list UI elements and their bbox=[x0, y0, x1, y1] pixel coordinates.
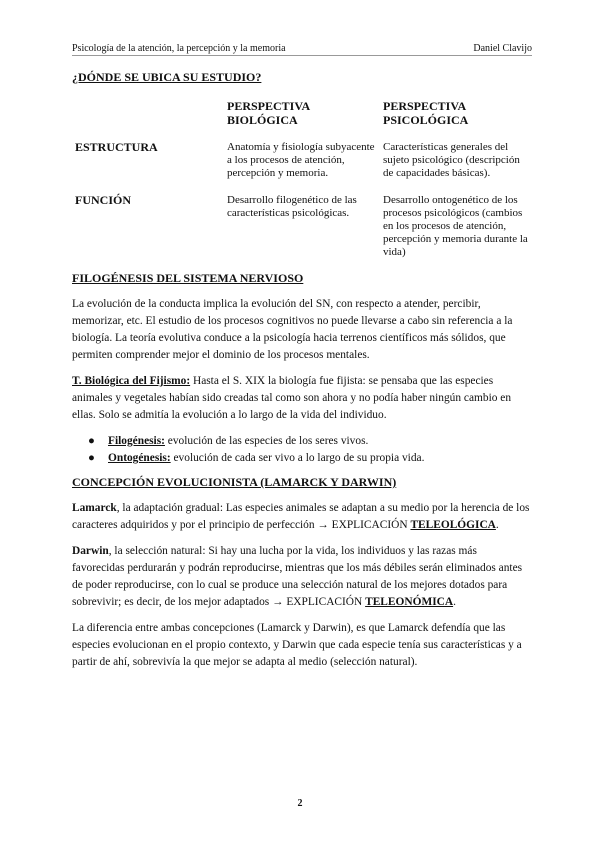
table-cell: Desarrollo filogenético de las características psicológicas. bbox=[227, 194, 357, 219]
table-cell: Características generales del sujeto psicológico (descripción de capacidades básicas). bbox=[383, 141, 520, 179]
row-label-function: FUNCIÓN bbox=[75, 193, 131, 207]
table-header-row bbox=[75, 99, 531, 127]
term-teleonomica: TELEONÓMICA bbox=[365, 596, 454, 608]
table-cell: Anatomía y fisiología subyacente a los procesos de atención, percepción y memoria. bbox=[227, 141, 375, 179]
paragraph-evolucion-conducta: La evolución de la conducta implica la evolución del SN, con respecto a atender, percibir, memorizar, etc. El estudio de los procesos cognitivos no puede llevarse a cabo sin referencia a la biología. La teoría evolutiva conduce a la psicología hacia terrenos científicos más sólidos, que permiten comprender mejor el dominio de los procesos mentales. bbox=[72, 298, 513, 361]
list-item bbox=[72, 450, 532, 467]
page-content bbox=[72, 70, 532, 680]
section-heading-ubica: ¿DÓNDE SE UBICA SU ESTUDIO? bbox=[72, 70, 262, 84]
perspectives-table bbox=[75, 99, 531, 259]
page-header bbox=[72, 36, 532, 54]
row-label-structure: ESTRUCTURA bbox=[75, 140, 158, 154]
column-header-psychological: PERSPECTIVA PSICOLÓGICA bbox=[383, 99, 469, 127]
column-header-biological: PERSPECTIVA BIOLÓGICA bbox=[227, 99, 310, 127]
paragraph-lamarck bbox=[72, 500, 532, 534]
page-number: 2 bbox=[297, 798, 303, 809]
paragraph-diferencia: La diferencia entre ambas concepciones (Lamarck y Darwin), es que Lamarck defendía que las especies evolucionan en el propio contexto, y Darwin que cada especie tenía sus características y a partir de ahí, sobrevivía la que mejor se adapta al medio (selección natural). bbox=[72, 622, 522, 668]
bullet-icon: ● bbox=[88, 435, 95, 447]
term-teleologica: TELEOLÓGICA bbox=[410, 519, 496, 531]
darwin-end: . bbox=[453, 596, 456, 608]
term-ontogenesis: Ontogénesis: bbox=[108, 452, 171, 464]
term-fijismo: T. Biológica del Fijismo: bbox=[72, 375, 191, 387]
bullet-icon: ● bbox=[88, 452, 95, 464]
lamarck-end: . bbox=[495, 519, 499, 531]
section-heading-evolucionista: CONCEPCIÓN EVOLUCIONISTA (LAMARCK Y DARWIN) bbox=[72, 475, 397, 489]
paragraph-fijismo bbox=[72, 373, 532, 424]
term-filogenesis: Filogénesis: bbox=[108, 435, 165, 447]
table-row bbox=[75, 194, 531, 259]
definition-text: evolución de las especies de los seres vivos. bbox=[164, 435, 369, 447]
list-item bbox=[72, 433, 532, 450]
paragraph-darwin bbox=[72, 543, 532, 611]
header-rule bbox=[72, 55, 532, 56]
lamarck-text: , la adaptación gradual: Las especies animales se adaptan a su medio por la herencia de los caracteres adquiridos y por el principio de perfección → EXPLICACIÓN bbox=[72, 502, 530, 531]
header-course-title: Psicología de la atención, la percepción y la memoria bbox=[72, 43, 286, 54]
table-corner-cell bbox=[75, 99, 227, 127]
fijismo-text: Hasta el S. XIX la biología fue fijista: se pensaba que las especies animales y vegetales habían sido creadas tal como son ahora y no podía haber ningún cambio en ellas. Solo se admitía la evolución a lo largo de la vida del individuo. bbox=[72, 375, 512, 421]
definitions-list bbox=[72, 433, 532, 467]
darwin-text: , la selección natural: Si hay una lucha por la vida, los individuos y las razas más favorecidas perdurarán y podrán reproducirse, mientras que los más débiles serán eliminados antes de poder reproducirse, con lo cual se produce una selección natural de los mejores dotados para sobrevivir; es decir, de los mejor adaptados → EXPLICACIÓN bbox=[72, 545, 523, 608]
header-author: Daniel Clavijo bbox=[473, 43, 532, 54]
definition-text: evolución de cada ser vivo a lo largo de su propia vida. bbox=[170, 452, 425, 464]
section-heading-filogenesis: FILOGÉNESIS DEL SISTEMA NERVIOSO bbox=[72, 271, 304, 285]
name-darwin: Darwin bbox=[72, 545, 109, 557]
table-row bbox=[75, 141, 531, 180]
table-cell: Desarrollo ontogenético de los procesos psicológicos (cambios en los procesos de atención, percepción y memoria durante la vida) bbox=[383, 194, 528, 258]
name-lamarck: Lamarck bbox=[72, 502, 117, 514]
